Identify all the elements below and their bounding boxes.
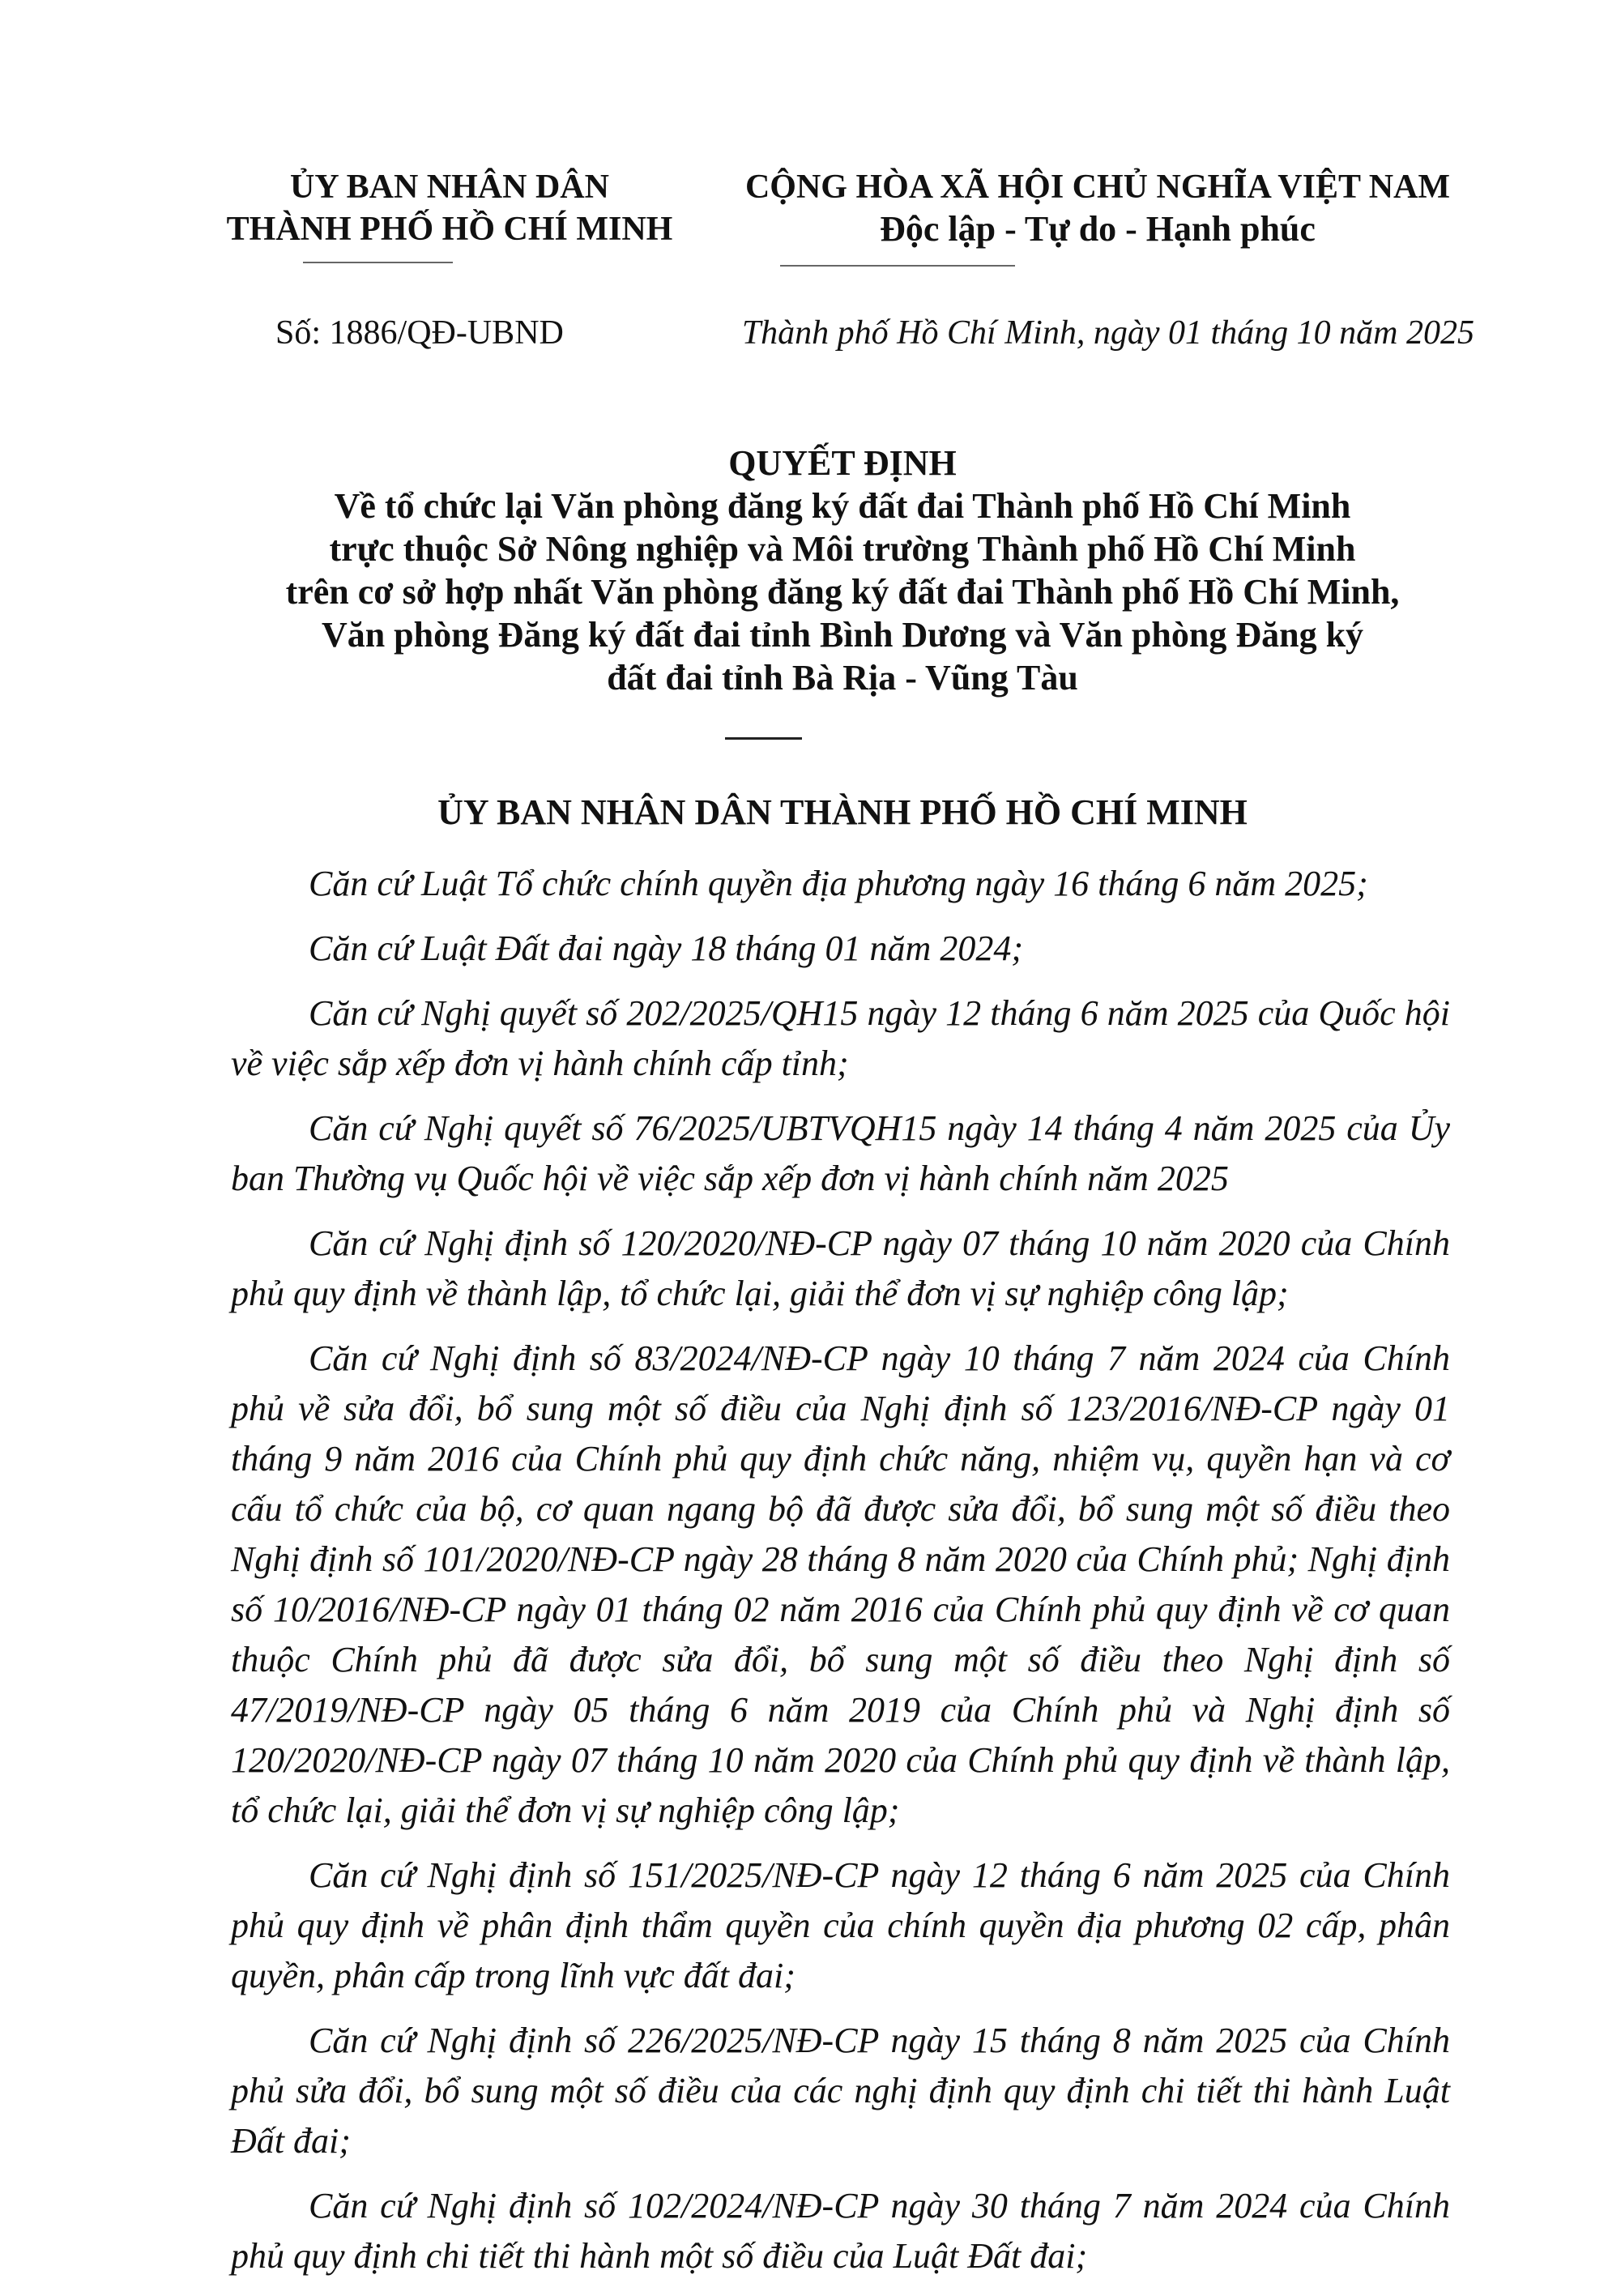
legal-basis-paragraph: Căn cứ Nghị định số 83/2024/NĐ-CP ngày 10 tháng 7 năm 2024 của Chính phủ về sửa đổi, bổ sung một số điều của Nghị định số 123/2016/NĐ-CP ngày 01 tháng 9 năm 2016 của Chính phủ quy định chức năng, nhiệm vụ, quyền hạn và cơ cấu tổ chức của bộ, cơ quan ngang bộ đã được sửa đổi, bổ sung một số điều theo Nghị định số 101/2020/NĐ-CP ngày 28 tháng 8 năm 2020 của Chính phủ; Nghị định số 10/2016/NĐ-CP ngày 01 tháng 02 năm 2016 của Chính phủ quy định về cơ quan thuộc Chính phủ đã được sửa đổi, bổ sung một số điều theo Nghị định số 47/2019/NĐ-CP ngày 05 tháng 6 năm 2019 của Chính phủ và Nghị định số 120/2020/NĐ-CP ngày 07 tháng 10 năm 2020 của Chính phủ quy định về thành lập, tổ chức lại, giải thể đơn vị sự nghiệp công lập; bbox=[231, 1338, 1450, 1830]
subject-line: Về tổ chức lại Văn phòng đăng ký đất đai Thành phố Hồ Chí Minh bbox=[334, 486, 1351, 526]
document-type: QUYẾT ĐỊNH bbox=[728, 443, 957, 483]
national-header bbox=[693, 166, 1503, 250]
legal-basis-paragraph: Căn cứ Nghị định số 120/2020/NĐ-CP ngày 07 tháng 10 năm 2020 của Chính phủ quy định về thành lập, tổ chức lại, giải thể đơn vị sự nghiệp công lập; bbox=[231, 1223, 1450, 1313]
legal-basis-paragraph: Căn cứ Nghị định số 226/2025/NĐ-CP ngày 15 tháng 8 năm 2025 của Chính phủ sửa đổi, bổ sung một số điều của các nghị định quy định chi tiết thi hành Luật Đất đai; bbox=[231, 2021, 1450, 2161]
national-motto: Độc lập - Tự do - Hạnh phúc bbox=[880, 209, 1316, 249]
legal-bases bbox=[231, 859, 1450, 2296]
document-title bbox=[219, 442, 1466, 699]
issuer-header bbox=[207, 166, 693, 250]
legal-basis-paragraph: Căn cứ Nghị quyết số 76/2025/UBTVQH15 ngày 14 tháng 4 năm 2025 của Ủy ban Thường vụ Quốc hội về việc sắp xếp đơn vị hành chính năm 2025 bbox=[231, 1108, 1450, 1198]
subject-line: Văn phòng Đăng ký đất đai tỉnh Bình Dương và Văn phòng Đăng ký bbox=[321, 615, 1364, 655]
document-number: Số: 1886/QĐ-UBND bbox=[275, 314, 564, 352]
nation-name: CỘNG HÒA XÃ HỘI CHỦ NGHĨA VIỆT NAM bbox=[744, 169, 1451, 206]
place-and-date: Thành phố Hồ Chí Minh, ngày 01 tháng 10 năm 2025 bbox=[741, 314, 1474, 352]
issuer-underline bbox=[303, 262, 453, 263]
subject-line: trên cơ sở hợp nhất Văn phòng đăng ký đất đai Thành phố Hồ Chí Minh, bbox=[285, 572, 1400, 612]
title-divider bbox=[725, 737, 802, 740]
legal-basis-paragraph: Căn cứ Luật Đất đai ngày 18 tháng 01 năm 2024; bbox=[309, 928, 1023, 968]
subject-line: đất đai tỉnh Bà Rịa - Vũng Tàu bbox=[607, 658, 1078, 698]
subject-line: trực thuộc Sở Nông nghiệp và Môi trường Thành phố Hồ Chí Minh bbox=[329, 529, 1356, 569]
issuer-line-2: THÀNH PHỐ HỒ CHÍ MINH bbox=[226, 211, 673, 248]
issuer-line-1: ỦY BAN NHÂN DÂN bbox=[290, 169, 609, 206]
motto-underline bbox=[780, 265, 1015, 267]
issuing-authority: ỦY BAN NHÂN DÂN THÀNH PHỐ HỒ CHÍ MINH bbox=[437, 792, 1248, 832]
legal-basis-paragraph: Căn cứ Nghị quyết số 202/2025/QH15 ngày 12 tháng 6 năm 2025 của Quốc hội về việc sắp xếp đơn vị hành chính cấp tỉnh; bbox=[231, 993, 1450, 1083]
legal-basis-paragraph: Căn cứ Nghị định số 102/2024/NĐ-CP ngày 30 tháng 7 năm 2024 của Chính phủ quy định chi tiết thi hành một số điều của Luật Đất đai; bbox=[231, 2186, 1450, 2276]
legal-basis-paragraph: Căn cứ Luật Tổ chức chính quyền địa phương ngày 16 tháng 6 năm 2025; bbox=[309, 864, 1368, 903]
legal-basis-paragraph: Căn cứ Nghị định số 151/2025/NĐ-CP ngày 12 tháng 6 năm 2025 của Chính phủ quy định về phân định thẩm quyền của chính quyền địa phương 02 cấp, phân quyền, phân cấp trong lĩnh vực đất đai; bbox=[231, 1855, 1450, 1995]
